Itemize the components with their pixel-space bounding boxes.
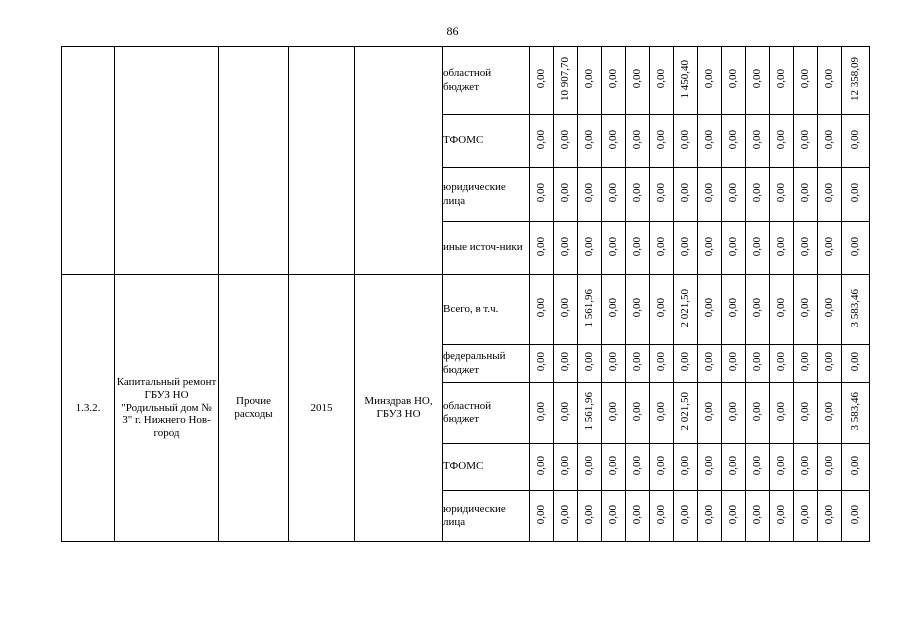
value-cell (578, 275, 602, 345)
value-cell (722, 345, 746, 383)
value-cell (698, 383, 722, 444)
value-cell (722, 383, 746, 444)
value-text: 0,00 (775, 129, 787, 150)
value-text: 0,00 (799, 129, 811, 150)
value-text: 3 583,46 (849, 288, 861, 328)
value-text: 0,00 (849, 236, 861, 257)
value-text: 0,00 (823, 504, 835, 525)
value-text: 0,00 (535, 236, 547, 257)
value-text: 0,00 (775, 504, 787, 525)
value-cell (650, 345, 674, 383)
funding-source-cell (443, 345, 530, 383)
value-text: 0,00 (559, 183, 571, 203)
value-cell (650, 444, 674, 491)
value-cell (698, 222, 722, 275)
funding-source-cell (443, 383, 530, 444)
value-cell (818, 345, 842, 383)
value-cell (578, 222, 602, 275)
value-cell (626, 47, 650, 115)
funding-source-label: ТФОМС (443, 460, 484, 473)
value-cell (530, 383, 554, 444)
value-text: 0,00 (751, 298, 763, 318)
value-text: 0,00 (799, 352, 811, 372)
item-name-cell (115, 275, 219, 542)
value-cell (746, 47, 770, 115)
value-text: 0,00 (583, 236, 595, 257)
value-text: 0,00 (727, 69, 739, 89)
value-cell (650, 47, 674, 115)
value-cell (842, 444, 870, 491)
item-number-text: 1.3.2. (75, 401, 101, 414)
value-text: 0,00 (655, 69, 667, 89)
value-text: 0,00 (849, 352, 861, 372)
value-cell (794, 491, 818, 542)
value-text: 0,00 (655, 504, 667, 525)
value-cell (722, 168, 746, 222)
value-text: 0,00 (727, 455, 739, 476)
value-cell (626, 383, 650, 444)
value-cell (602, 275, 626, 345)
value-cell (770, 491, 794, 542)
value-cell (674, 275, 698, 345)
value-text: 0,00 (751, 352, 763, 372)
value-text: 0,00 (607, 504, 619, 525)
value-text: 0,00 (679, 129, 691, 150)
value-cell (698, 275, 722, 345)
value-text: 10 907,70 (559, 57, 571, 101)
value-text: 0,00 (535, 129, 547, 150)
value-cell (794, 383, 818, 444)
value-cell (746, 383, 770, 444)
value-cell (602, 222, 626, 275)
value-cell (650, 115, 674, 168)
value-text: 0,00 (703, 298, 715, 318)
value-cell (842, 491, 870, 542)
value-text: 0,00 (775, 183, 787, 203)
value-cell (602, 115, 626, 168)
value-cell (650, 383, 674, 444)
value-text: 0,00 (583, 352, 595, 372)
value-cell (554, 444, 578, 491)
value-text: 0,00 (775, 352, 787, 372)
value-cell (794, 444, 818, 491)
value-cell (746, 444, 770, 491)
value-text: 0,00 (607, 183, 619, 203)
value-text: 0,00 (823, 129, 835, 150)
value-cell (698, 47, 722, 115)
value-text: 0,00 (751, 504, 763, 525)
value-cell (722, 444, 746, 491)
value-text: 0,00 (849, 504, 861, 525)
value-cell (578, 345, 602, 383)
value-cell (530, 168, 554, 222)
value-text: 0,00 (727, 298, 739, 318)
value-cell (698, 444, 722, 491)
value-text: 0,00 (559, 129, 571, 150)
value-text: 0,00 (655, 183, 667, 203)
value-cell (818, 491, 842, 542)
funding-source-label: областной бюджет (443, 399, 492, 425)
value-cell (674, 345, 698, 383)
value-text: 0,00 (849, 129, 861, 150)
value-cell (770, 168, 794, 222)
value-text: 0,00 (849, 183, 861, 203)
funding-source-cell (443, 47, 530, 115)
page-number: 86 (446, 24, 459, 38)
value-text: 0,00 (751, 69, 763, 89)
funding-source-label: ТФОМС (443, 134, 484, 147)
funding-source-cell (443, 222, 530, 275)
value-text: 1 450,40 (679, 59, 691, 99)
value-text: 0,00 (631, 183, 643, 203)
value-text: 0,00 (727, 504, 739, 525)
value-text: 0,00 (631, 298, 643, 318)
value-text: 0,00 (799, 69, 811, 89)
funding-source-label: иные источ-ники (443, 241, 523, 254)
value-cell (722, 275, 746, 345)
value-text: 0,00 (559, 401, 571, 422)
prev-executor-cell (355, 47, 443, 275)
value-text: 0,00 (631, 352, 643, 372)
value-text: 0,00 (679, 352, 691, 372)
value-text: 0,00 (559, 504, 571, 525)
table-row (62, 275, 870, 345)
value-cell (698, 345, 722, 383)
value-text: 0,00 (727, 129, 739, 150)
funding-source-label: федеральный бюджет (443, 350, 506, 376)
executor-text: Минздрав НО, ГБУЗ НО (364, 395, 433, 420)
value-cell (794, 275, 818, 345)
value-text: 0,00 (607, 129, 619, 150)
value-text: 0,00 (679, 236, 691, 257)
value-text: 0,00 (775, 298, 787, 318)
value-cell (794, 47, 818, 115)
value-cell (746, 115, 770, 168)
value-cell (818, 444, 842, 491)
value-text: 1 561,96 (583, 288, 595, 328)
value-text: 0,00 (559, 455, 571, 476)
value-text: 0,00 (655, 455, 667, 476)
value-cell (818, 383, 842, 444)
value-cell (842, 345, 870, 383)
value-cell (770, 275, 794, 345)
value-cell (554, 222, 578, 275)
value-cell (554, 115, 578, 168)
value-cell (578, 491, 602, 542)
item-number-cell (62, 275, 115, 542)
value-cell (626, 115, 650, 168)
funding-source-cell (443, 491, 530, 542)
value-cell (770, 115, 794, 168)
value-cell (530, 345, 554, 383)
value-cell (626, 491, 650, 542)
value-text: 0,00 (799, 183, 811, 203)
value-text: 0,00 (703, 69, 715, 89)
value-cell (626, 345, 650, 383)
year-text: 2015 (310, 401, 333, 414)
value-text: 0,00 (799, 504, 811, 525)
funding-source-cell (443, 275, 530, 345)
value-text: 0,00 (775, 69, 787, 89)
value-cell (602, 383, 626, 444)
value-cell (530, 491, 554, 542)
value-text: 0,00 (799, 236, 811, 257)
value-cell (530, 222, 554, 275)
value-text: 0,00 (535, 504, 547, 525)
value-cell (578, 444, 602, 491)
value-text: 0,00 (631, 69, 643, 89)
value-text: 0,00 (607, 69, 619, 89)
value-cell (650, 275, 674, 345)
value-text: 0,00 (679, 455, 691, 476)
expense-type-cell (219, 275, 289, 542)
value-cell (554, 383, 578, 444)
value-text: 0,00 (607, 236, 619, 257)
value-text: 0,00 (583, 129, 595, 150)
value-cell (554, 345, 578, 383)
value-text: 0,00 (607, 401, 619, 422)
value-cell (746, 222, 770, 275)
value-text: 0,00 (655, 352, 667, 372)
value-text: 1 561,96 (583, 392, 595, 431)
value-cell (794, 222, 818, 275)
funding-source-label: Всего, в т.ч. (443, 302, 499, 315)
value-text: 2 021,50 (679, 288, 691, 328)
value-text: 0,00 (727, 236, 739, 257)
value-cell (674, 115, 698, 168)
value-text: 0,00 (631, 129, 643, 150)
value-text: 0,00 (631, 401, 643, 422)
value-text: 0,00 (583, 69, 595, 89)
value-cell (746, 275, 770, 345)
value-text: 0,00 (823, 298, 835, 318)
prev-number-cell (62, 47, 115, 275)
value-cell (770, 383, 794, 444)
value-cell (554, 168, 578, 222)
value-text: 0,00 (727, 183, 739, 203)
value-cell (626, 275, 650, 345)
expense-type-text: Прочие расходы (234, 395, 273, 420)
value-cell (842, 47, 870, 115)
value-text: 0,00 (823, 236, 835, 257)
value-text: 0,00 (751, 183, 763, 203)
value-cell (818, 115, 842, 168)
executor-cell (355, 275, 443, 542)
value-cell (746, 491, 770, 542)
value-text: 0,00 (631, 236, 643, 257)
value-cell (818, 222, 842, 275)
value-text: 0,00 (559, 236, 571, 257)
value-text: 0,00 (849, 455, 861, 476)
value-cell (842, 383, 870, 444)
funding-source-cell (443, 444, 530, 491)
value-text: 0,00 (751, 236, 763, 257)
value-cell (794, 115, 818, 168)
value-text: 0,00 (607, 352, 619, 372)
value-cell (530, 115, 554, 168)
value-text: 0,00 (535, 183, 547, 203)
value-text: 0,00 (703, 504, 715, 525)
value-cell (842, 222, 870, 275)
value-cell (746, 168, 770, 222)
value-cell (770, 345, 794, 383)
value-cell (842, 275, 870, 345)
value-text: 0,00 (607, 455, 619, 476)
value-text: 0,00 (583, 504, 595, 525)
value-cell (674, 47, 698, 115)
value-text: 0,00 (559, 352, 571, 372)
value-cell (674, 491, 698, 542)
value-cell (602, 444, 626, 491)
value-text: 0,00 (703, 183, 715, 203)
value-cell (842, 115, 870, 168)
value-cell (698, 115, 722, 168)
value-cell (602, 47, 626, 115)
value-cell (674, 222, 698, 275)
value-cell (794, 168, 818, 222)
value-cell (794, 345, 818, 383)
value-text: 0,00 (607, 298, 619, 318)
value-cell (578, 168, 602, 222)
value-text: 0,00 (679, 183, 691, 203)
item-name-text: Капитальный ремонт ГБУЗ НО "Родильный дом № 3" г. Нижнего Нов-город (116, 376, 217, 439)
value-text: 0,00 (535, 69, 547, 89)
value-cell (530, 47, 554, 115)
value-cell (722, 47, 746, 115)
value-text: 0,00 (751, 401, 763, 422)
funding-source-cell (443, 168, 530, 222)
value-text: 0,00 (823, 401, 835, 422)
value-cell (578, 115, 602, 168)
value-text: 0,00 (535, 401, 547, 422)
value-text: 0,00 (655, 236, 667, 257)
value-cell (578, 383, 602, 444)
value-cell (530, 275, 554, 345)
table-row (62, 47, 870, 115)
value-cell (650, 222, 674, 275)
value-text: 0,00 (751, 129, 763, 150)
value-text: 0,00 (799, 401, 811, 422)
value-text: 0,00 (703, 401, 715, 422)
value-text: 0,00 (655, 129, 667, 150)
funding-source-label: юридические лица (443, 502, 506, 528)
value-cell (722, 115, 746, 168)
value-text: 0,00 (535, 352, 547, 372)
value-cell (818, 168, 842, 222)
value-text: 0,00 (703, 352, 715, 372)
value-text: 0,00 (823, 69, 835, 89)
value-text: 3 583,46 (849, 392, 861, 431)
funding-source-label: юридические лица (443, 181, 506, 207)
value-cell (674, 383, 698, 444)
value-text: 0,00 (535, 298, 547, 318)
value-cell (722, 222, 746, 275)
value-cell (698, 491, 722, 542)
value-cell (650, 168, 674, 222)
value-cell (554, 275, 578, 345)
prev-year-cell (289, 47, 355, 275)
value-cell (530, 444, 554, 491)
value-cell (554, 47, 578, 115)
value-text: 0,00 (703, 129, 715, 150)
value-text: 0,00 (583, 455, 595, 476)
value-text: 0,00 (583, 183, 595, 203)
value-cell (602, 345, 626, 383)
prev-expense-cell (219, 47, 289, 275)
value-text: 2 021,50 (679, 392, 691, 431)
value-cell (626, 168, 650, 222)
value-text: 0,00 (823, 183, 835, 203)
value-text: 0,00 (559, 298, 571, 318)
value-cell (722, 491, 746, 542)
value-text: 0,00 (655, 401, 667, 422)
value-text: 0,00 (775, 455, 787, 476)
value-cell (770, 222, 794, 275)
value-cell (698, 168, 722, 222)
value-cell (674, 168, 698, 222)
funding-source-label: областной бюджет (443, 67, 492, 93)
value-text: 0,00 (535, 455, 547, 476)
value-text: 0,00 (823, 455, 835, 476)
value-text: 0,00 (703, 236, 715, 257)
value-text: 0,00 (775, 401, 787, 422)
year-cell (289, 275, 355, 542)
value-cell (674, 444, 698, 491)
value-text: 0,00 (799, 455, 811, 476)
value-cell (818, 47, 842, 115)
value-cell (746, 345, 770, 383)
value-text: 0,00 (679, 504, 691, 525)
value-cell (650, 491, 674, 542)
value-text: 0,00 (703, 455, 715, 476)
value-text: 0,00 (751, 455, 763, 476)
value-cell (842, 168, 870, 222)
budget-table (61, 46, 870, 542)
value-cell (770, 444, 794, 491)
value-cell (602, 168, 626, 222)
value-text: 0,00 (727, 352, 739, 372)
value-text: 0,00 (727, 401, 739, 422)
value-text: 0,00 (631, 455, 643, 476)
value-text: 0,00 (631, 504, 643, 525)
value-cell (626, 222, 650, 275)
value-text: 0,00 (655, 298, 667, 318)
value-text: 0,00 (799, 298, 811, 318)
value-text: 12 358,09 (849, 57, 861, 101)
value-cell (554, 491, 578, 542)
value-cell (602, 491, 626, 542)
funding-source-cell (443, 115, 530, 168)
value-text: 0,00 (823, 352, 835, 372)
value-text: 0,00 (775, 236, 787, 257)
prev-name-cell (115, 47, 219, 275)
value-cell (818, 275, 842, 345)
value-cell (626, 444, 650, 491)
value-cell (578, 47, 602, 115)
value-cell (770, 47, 794, 115)
